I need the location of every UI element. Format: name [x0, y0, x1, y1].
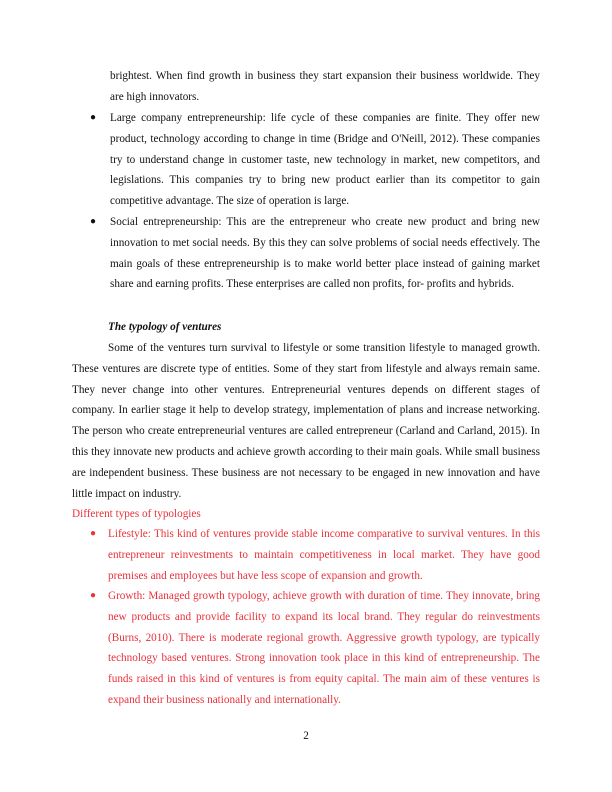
bullet-item-lifestyle — [90, 524, 540, 586]
bullet-marker: ● — [90, 216, 97, 227]
bullet-marker: ● — [90, 528, 97, 539]
bullet-text: Lifestyle: This kind of ventures provide stable income comparative to survival ventures. In this entrepreneur reinvestments to maintain competitiveness in local market. They have good premises and employees but have less scope of expansion and growth. — [108, 528, 540, 582]
bullet-item-growth — [90, 586, 540, 711]
bullet-text: Large company entrepreneurship: life cycle of these companies are finite. They offer new product, technology according to change in time (Bridge and O'Neill, 2012). These companies try to understand change in customer taste, new technology in market, new competitors, and legislations. This companies try to bring new product earlier than its competitor to gain competitive advantage. The size of operation is large. — [110, 112, 540, 208]
bullet-marker: ● — [90, 590, 97, 601]
bullet-marker: ● — [90, 112, 97, 123]
body-paragraph — [72, 338, 540, 504]
bullet-item-social — [90, 212, 540, 295]
bullet-text: Growth: Managed growth typology, achieve growth with duration of time. They innovate, bring new products and provide facility to expand its local brand. They regular do reinvestments (Burns, 2010). There is moderate regional growth. Aggressive growth typology, are typically technology based ventures. Strong innovation took place in this kind of entrepreneurship. The funds raised in this kind of ventures is from equity capital. The main aim of these ventures is expand their business nationally and internationally. — [108, 590, 540, 706]
page-number: 2 — [303, 730, 309, 742]
typologies-heading: Different types of typologies — [72, 508, 201, 520]
continuation-paragraph — [110, 66, 540, 108]
continuation-text: brightest. When find growth in business they start expansion their business worldwide. They are high innovators. — [110, 70, 540, 103]
bullet-item-large-company — [90, 108, 540, 212]
body-text: Some of the ventures turn survival to lifestyle or some transition lifestyle to managed growth. These ventures are discrete type of entities. Some of they start from lifestyle and always remain same. They never change into other ventures. Entrepreneurial ventures depends on different stages of company. In earlier stage it help to develop strategy, implementation of plans and increase networking. The person who create entrepreneurial ventures are called entrepreneur (Carland and Carland, 2015). In this they innovate new products and achieve growth according to their main goals. While small business are independent business. These business are not necessary to be engaged in new innovation and have little impact on industry. — [72, 342, 540, 500]
section-heading-block — [108, 317, 540, 338]
red-heading-block — [72, 504, 540, 525]
bullet-text: Social entrepreneurship: This are the entrepreneur who create new product and bring new innovation to met social needs. By this they can solve problems of social needs effectively. The main goals of these entrepreneurship is to make world better place instead of gaining market share and earning profits. These enterprises are called non profits, for- profits and hybrids. — [110, 216, 540, 291]
section-heading: The typology of ventures — [108, 321, 222, 333]
